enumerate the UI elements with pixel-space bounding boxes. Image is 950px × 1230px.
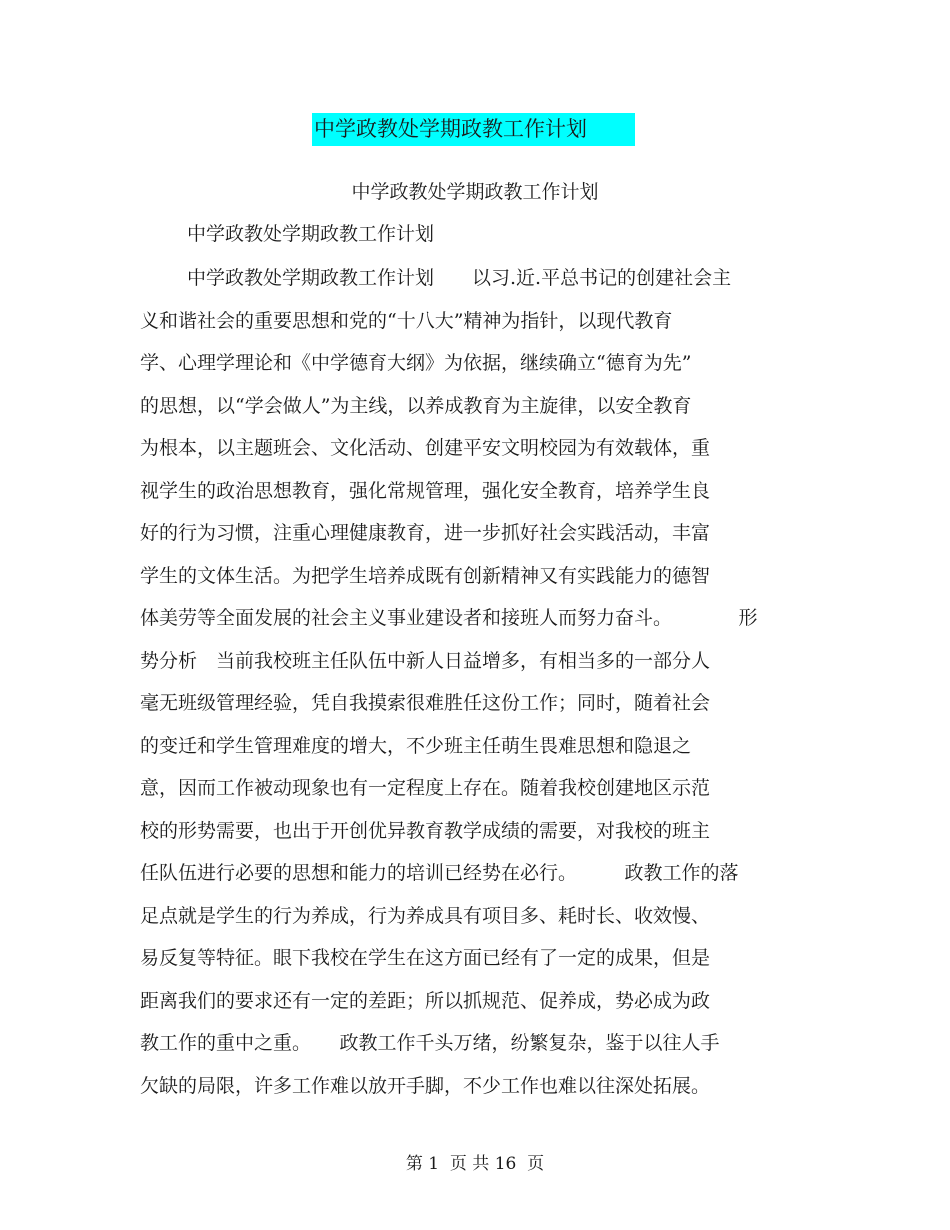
- text-line: 学生的文体生活。为把学生培养成既有创新精神又有实践能力的德智: [140, 564, 711, 587]
- text-line: 视学生的政治思想教育，强化常规管理，强化安全教育，培养学生良: [140, 479, 711, 502]
- text-line: 教工作的重中之重。 政教工作千头万绪，纷繁复杂，鉴于以往人手: [140, 1032, 720, 1054]
- text-line: 义和谐社会的重要思想和党的“十八大”精神为指针，以现代教育: [140, 309, 673, 332]
- text-line: 势分析 当前我校班主任队伍中新人日益增多，有相当多的一部分人: [140, 649, 711, 672]
- text-line: 学、心理学理论和《中学德育大纲》为依据，继续确立“德育为先”: [140, 352, 692, 374]
- text-line: 体美劳等全面发展的社会主义事业建设者和接班人而努力奋斗。 形: [140, 607, 758, 629]
- text-line: 任队伍进行必要的思想和能力的培训已经势在必行。 政教工作的落: [140, 862, 739, 884]
- page-footer: 第 1 页 共 16 页: [405, 1154, 545, 1174]
- text-line: 为根本，以主题班会、文化活动、创建平安文明校园为有效载体，重: [140, 437, 711, 459]
- text-line: 足点就是学生的行为养成，行为养成具有项目多、耗时长、收效慢、: [140, 904, 711, 927]
- text-line: 中学政教处学期政教工作计划 以习.近.平总书记的创建社会主: [187, 267, 732, 289]
- text-line: 的思想，以“学会做人”为主线，以养成教育为主旋律，以安全教育: [140, 394, 692, 417]
- text-line: 意，因而工作被动现象也有一定程度上存在。随着我校创建地区示范: [140, 777, 711, 799]
- document-title: 中学政教处学期政教工作计划: [312, 113, 635, 146]
- body-text: [0, 264, 950, 1114]
- text-line: 的变迁和学生管理难度的增大，不少班主任萌生畏难思想和隐退之: [140, 734, 692, 757]
- section-heading: 中学政教处学期政教工作计划: [187, 223, 435, 245]
- text-line: 距离我们的要求还有一定的差距；所以抓规范、促养成，势必成为政: [140, 989, 711, 1012]
- document-subtitle: 中学政教处学期政教工作计划: [351, 181, 599, 203]
- text-line: 欠缺的局限，许多工作难以放开手脚，不少工作也难以往深处拓展。: [140, 1074, 711, 1097]
- text-line: 好的行为习惯，注重心理健康教育，进一步抓好社会实践活动，丰富: [140, 522, 711, 544]
- text-line: 易反复等特征。眼下我校在学生在这方面已经有了一定的成果，但是: [140, 947, 711, 969]
- text-line: 校的形势需要，也出于开创优异教育教学成绩的需要，对我校的班主: [140, 819, 711, 842]
- text-line: 毫无班级管理经验，凭自我摸索很难胜任这份工作；同时，随着社会: [140, 692, 711, 714]
